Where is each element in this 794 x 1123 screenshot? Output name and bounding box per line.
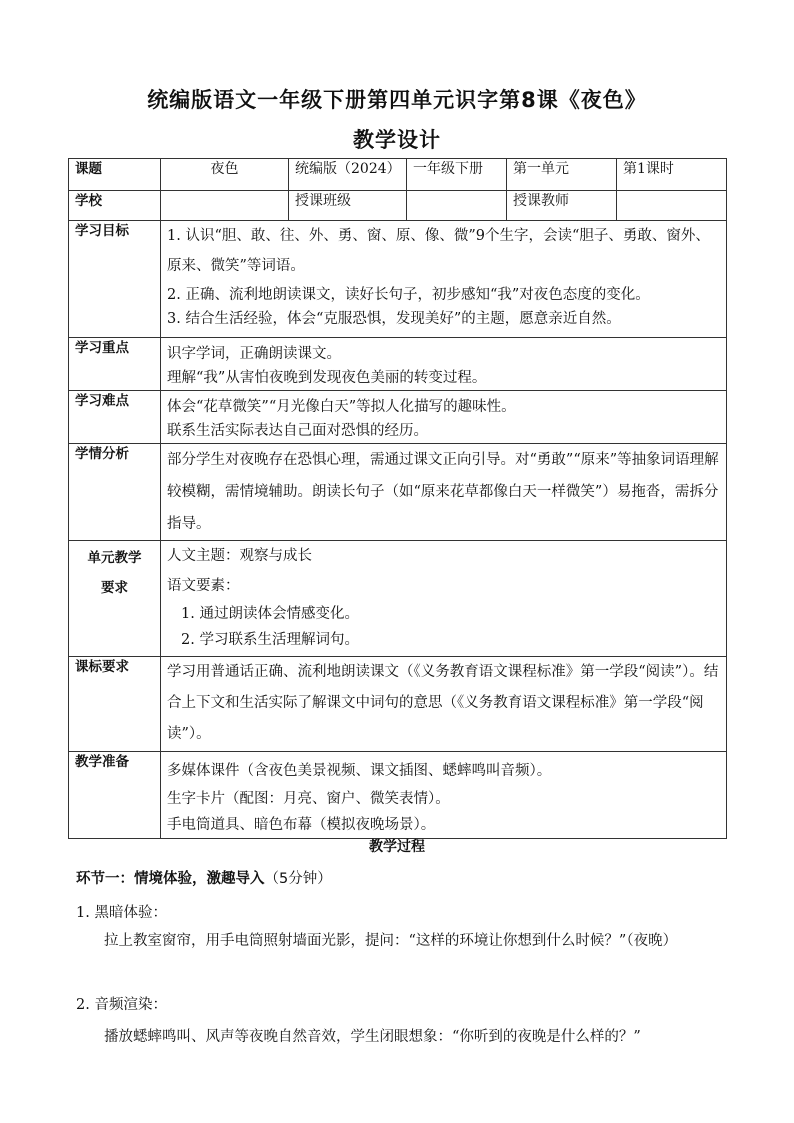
unit-req-content [161,541,727,657]
lesson-name: 夜色 [161,159,289,191]
period: 第1课时 [617,159,727,191]
analysis-label: 学情分析 [69,444,161,541]
list-item: 理解“我”从害怕夜晚到发现夜色美丽的转变过程。 [167,370,487,386]
step1-title: 1. 黑暗体验： [76,905,167,921]
teacher-label: 授课教师 [507,191,617,221]
table-row [69,338,727,391]
step1-text: 拉上教室窗帘，用手电筒照射墙面光影，提问：“这样的环境让你想到什么时候？”（夜晚） [104,933,678,949]
grade: 一年级下册 [407,159,507,191]
list-item: 2. 正确、流利地朗读课文，读好长句子，初步感知“我”对夜色态度的变化。 [167,287,650,303]
list-item: 3. 结合生活经验，体会“克服恐惧，发现美好”的主题，愿意亲近自然。 [167,311,621,327]
list-item: 识字学词，正确朗读课文。 [167,346,341,362]
list-item: 手电筒道具、暗色布幕（模拟夜晚场景）。 [167,817,436,833]
school-value[interactable] [161,191,289,221]
list-item: 2. 学习联系生活理解词句。 [181,632,359,648]
teacher-value[interactable] [617,191,727,221]
prep-label: 教学准备 [69,752,161,839]
table-row [69,657,727,752]
step2-title: 2. 音频渲染： [76,997,167,1013]
class-value[interactable] [407,191,507,221]
lesson-info-table [68,158,727,839]
document-title: 统编版语文一年级下册第四单元识字第8课《夜色》 [147,88,647,112]
class-label: 授课班级 [289,191,407,221]
table-row [69,444,727,541]
standard-label: 课标要求 [69,657,161,752]
key-points-content [161,338,727,391]
lesson-label: 课题 [69,159,161,191]
list-item: 生字卡片（配图：月亮、窗户、微笑表情）。 [167,791,450,807]
step2-text: 播放蟋蟀鸣叫、风声等夜晚自然音效，学生闭眼想象：“你听到的夜晚是什么样的？” [104,1029,641,1045]
section-title-bold: 环节一：情境体验，激趣导入 [76,871,265,887]
table-row [69,159,727,191]
list-item: 1. 认识“胆、敢、往、外、勇、窗、原、像、微”9个生字，会读“胆子、勇敢、窗外、原来、微笑”等词语。 [167,228,710,274]
goals-label: 学习目标 [69,221,161,338]
unit: 第一单元 [507,159,617,191]
list-item: 1. 通过朗读体会情感变化。 [181,606,359,622]
document-subtitle: 教学设计 [353,128,441,152]
analysis-content: 部分学生对夜晚存在恐惧心理，需通过课文正向引导。对“勇敢”“原来”等抽象词语理解较模糊，需情境辅助。朗读长句子（如“原来花草都像白天一样微笑”）易拖沓，需拆分指导。 [161,444,727,541]
section-title [76,864,726,895]
prep-content [161,752,727,839]
table-row [69,191,727,221]
table-row [69,752,727,839]
school-label: 学校 [69,191,161,221]
difficulties-label: 学习难点 [69,391,161,444]
unit-req-label: 单元教学 要求 [69,541,161,657]
process-heading: 教学过程 [369,839,425,855]
unit-theme: 人文主题：观察与成长 [167,548,312,564]
key-points-label: 学习重点 [69,338,161,391]
edition: 统编版（2024） [289,159,407,191]
list-item: 体会“花草微笑”“月光像白天”等拟人化描写的趣味性。 [167,399,516,415]
section-time: （5分钟） [264,871,332,887]
table-row [69,221,727,338]
table-row [69,391,727,444]
standard-content: 学习用普通话正确、流利地朗读课文（《义务教育语文课程标准》第一学段“阅读”）。结合上下文和生活实际了解课文中词句的意思（《义务教育语文课程标准》第一学段“阅读”）。 [161,657,727,752]
list-item: 联系生活实际表达自己面对恐惧的经历。 [167,423,428,439]
goals-content [161,221,727,338]
unit-elements-label: 语文要素： [167,578,240,594]
table-row [69,541,727,657]
list-item: 多媒体课件（含夜色美景视频、课文插图、蟋蟀鸣叫音频）。 [167,763,552,779]
difficulties-content [161,391,727,444]
